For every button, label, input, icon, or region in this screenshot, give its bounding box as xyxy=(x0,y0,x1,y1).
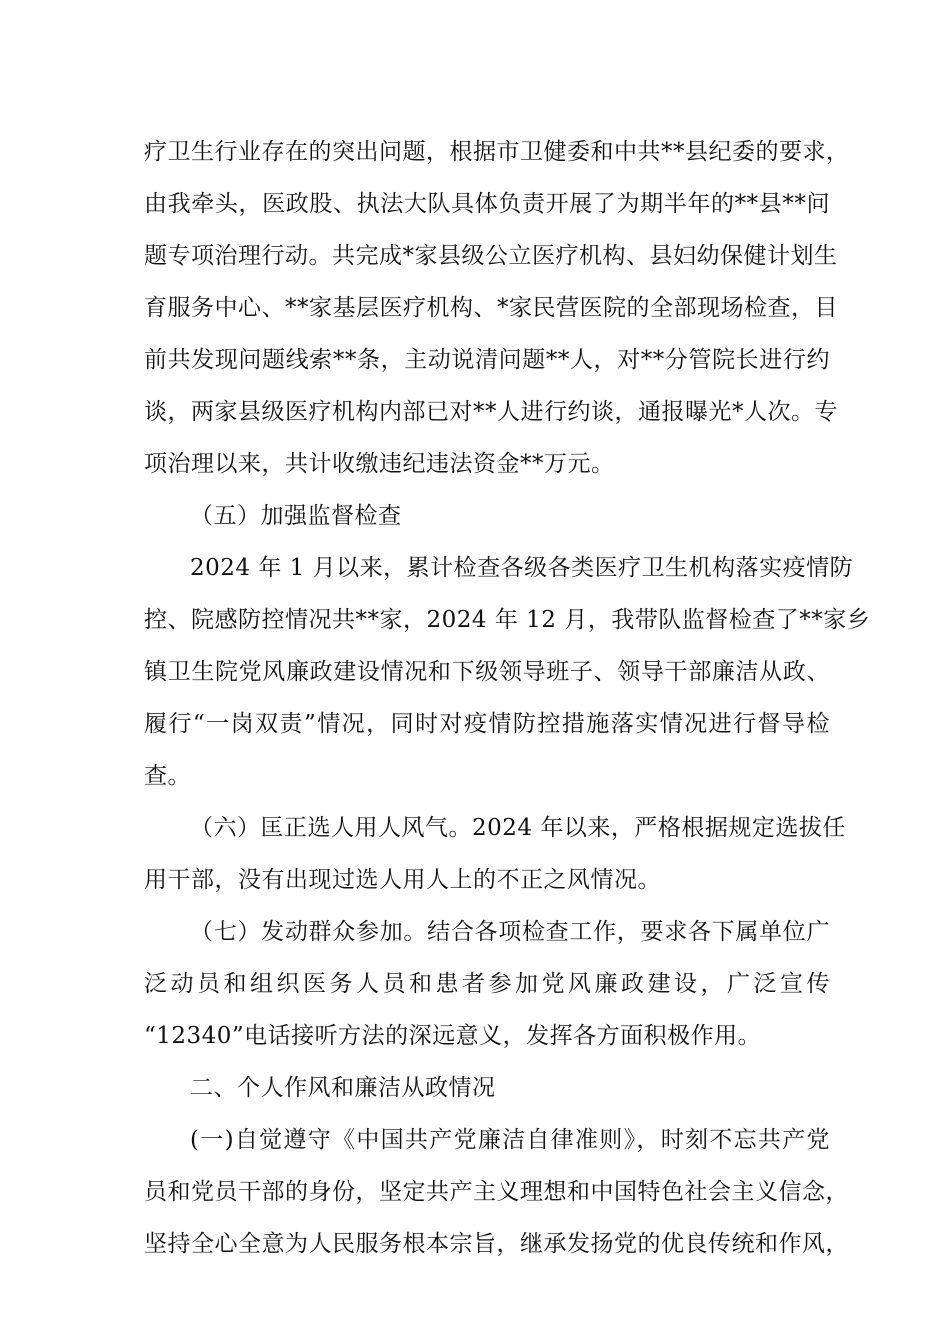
text-line: 坚持全心全意为人民服务根本宗旨，继承发扬党的优良传统和作风， xyxy=(144,1231,849,1257)
text-line: (一)自觉遵守《中国共产党廉洁自律准则》，时刻不忘共产党 xyxy=(190,1127,830,1153)
text-line: 由我牵头，医政股、执法大队具体负责开展了为期半年的**县**问 xyxy=(144,191,830,217)
text-line: 前共发现问题线索**条，主动说清问题**人，对**分管院长进行约 xyxy=(144,347,830,373)
text-line: 2024 年 1 月以来，累计检查各级各类医疗卫生机构落实疫情防 xyxy=(190,555,854,581)
section-heading: （五）加强监督检查 xyxy=(190,503,402,529)
text-line: （七）发动群众参加。结合各项检查工作，要求各下属单位广 xyxy=(190,919,830,945)
section-heading: 二、个人作风和廉洁从政情况 xyxy=(190,1075,496,1101)
text-line: 员和党员干部的身份，坚定共产主义理想和中国特色社会主义信念， xyxy=(144,1179,849,1205)
text-line: 项治理以来，共计收缴违纪违法资金**万元。 xyxy=(144,451,615,477)
text-line: 履行“一岗双责”情况，同时对疫情防控措施落实情况进行督导检 xyxy=(144,711,830,737)
text-line: 用干部，没有出现过选人用人上的不正之风情况。 xyxy=(144,867,661,893)
text-line: 泛动员和组织医务人员和患者参加党风廉政建设，广泛宣传 xyxy=(144,971,830,997)
text-line: “12340”电话接听方法的深远意义，发挥各方面积极作用。 xyxy=(144,1023,762,1049)
text-line: （六）匡正选人用人风气。2024 年以来，严格根据规定选拔任 xyxy=(190,815,846,841)
text-line: 镇卫生院党风廉政建设情况和下级领导班子、领导干部廉洁从政、 xyxy=(144,659,830,685)
text-line: 育服务中心、**家基层医疗机构、*家民营医院的全部现场检查，目 xyxy=(144,295,838,321)
text-line: 疗卫生行业存在的突出问题，根据市卫健委和中共**县纪委的要求， xyxy=(144,139,850,165)
text-line: 控、院感防控情况共**家，2024 年 12 月，我带队监督检查了**家乡 xyxy=(144,607,871,633)
text-line: 题专项治理行动。共完成*家县级公立医疗机构、县妇幼保健计划生 xyxy=(144,243,838,269)
text-line: 查。 xyxy=(144,763,191,789)
text-line: 谈，两家县级医疗机构内部已对**人进行约谈，通报曝光*人次。专 xyxy=(144,399,838,425)
